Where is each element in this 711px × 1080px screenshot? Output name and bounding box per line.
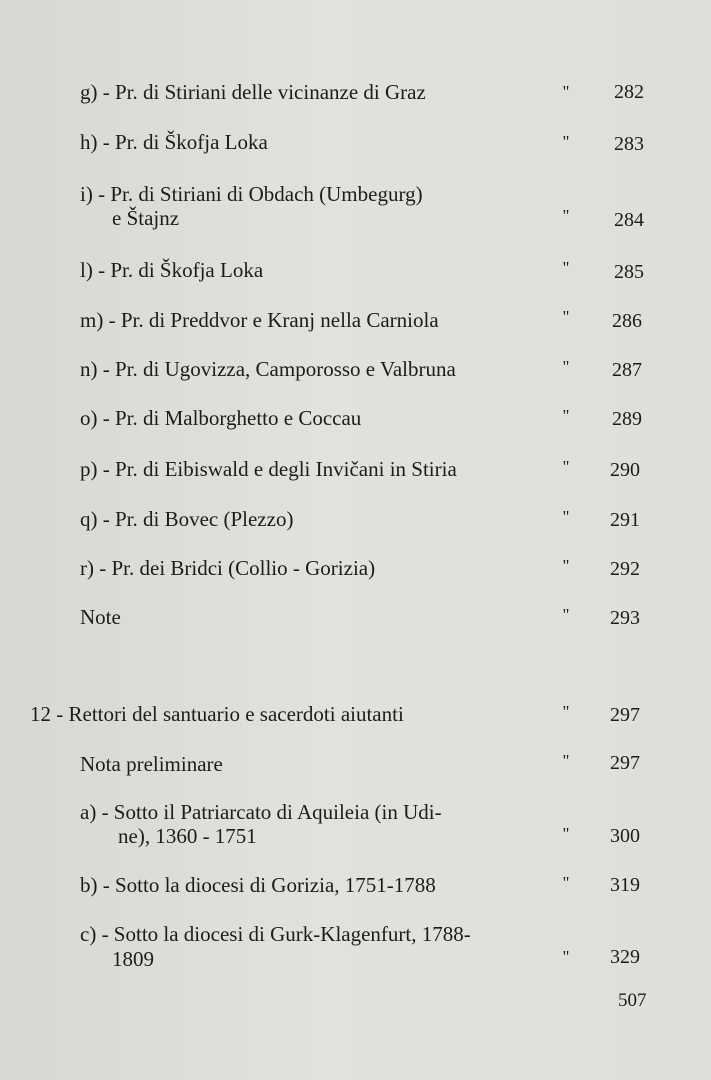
- page-ref: 319: [610, 874, 640, 896]
- page-ref: 286: [612, 310, 642, 332]
- toc-entry-a-cont: ne), 1360 - 1751: [118, 824, 257, 848]
- ditto-mark: ": [562, 82, 570, 101]
- ditto-mark: ": [562, 507, 570, 526]
- page-ref: 290: [610, 459, 640, 481]
- page-ref: 329: [610, 946, 640, 968]
- toc-entry-b: b) - Sotto la diocesi di Gorizia, 1751-1788: [80, 873, 436, 897]
- toc-entry-q: q) - Pr. di Bovec (Plezzo): [80, 507, 294, 531]
- page-ref: 291: [610, 509, 640, 531]
- ditto-mark: ": [562, 556, 570, 575]
- page-number: 507: [618, 990, 647, 1011]
- toc-entry-c-cont: 1809: [112, 947, 154, 971]
- page-ref: 287: [612, 359, 642, 381]
- page-ref: 293: [610, 607, 640, 629]
- toc-entry-m: m) - Pr. di Preddvor e Kranj nella Carniola: [80, 308, 439, 332]
- toc-entry-nota-preliminare: Nota preliminare: [80, 752, 223, 776]
- toc-entry-c: c) - Sotto la diocesi di Gurk-Klagenfurt, 1788-: [80, 922, 471, 946]
- page-ref: 283: [614, 133, 644, 155]
- toc-entry-h: h) - Pr. di Škofja Loka: [80, 130, 268, 154]
- ditto-mark: ": [562, 132, 570, 151]
- toc-chapter-12: 12 - Rettori del santuario e sacerdoti aiutanti: [30, 702, 404, 726]
- toc-entry-r: r) - Pr. dei Bridci (Collio - Gorizia): [80, 556, 376, 580]
- page-ref: 297: [610, 704, 640, 726]
- ditto-mark: ": [562, 947, 570, 966]
- toc-entry-g: g) - Pr. di Stiriani delle vicinanze di Graz: [80, 80, 426, 104]
- toc-entry-i: i) - Pr. di Stiriani di Obdach (Umbegurg): [80, 182, 423, 206]
- ditto-mark: ": [562, 406, 570, 425]
- ditto-mark: ": [562, 457, 570, 476]
- page-ref: 289: [612, 408, 642, 430]
- toc-entry-n: n) - Pr. di Ugovizza, Camporosso e Valbruna: [80, 357, 456, 381]
- page-ref: 300: [610, 825, 640, 847]
- toc-entry-p: p) - Pr. di Eibiswald e degli Invičani in Stiria: [80, 457, 457, 481]
- ditto-mark: ": [562, 357, 570, 376]
- page-ref: 284: [614, 209, 644, 231]
- ditto-mark: ": [562, 824, 570, 843]
- ditto-mark: ": [562, 605, 570, 624]
- page-ref: 297: [610, 752, 640, 774]
- page-ref: 285: [614, 261, 644, 283]
- toc-entry-i-cont: e Štajnz: [112, 206, 180, 230]
- page-ref: 282: [614, 81, 644, 103]
- toc-entry-note: Note: [80, 605, 121, 629]
- toc-entry-o: o) - Pr. di Malborghetto e Coccau: [80, 406, 362, 430]
- page-ref: 292: [610, 558, 640, 580]
- ditto-mark: ": [562, 258, 570, 277]
- ditto-mark: ": [562, 751, 570, 770]
- ditto-mark: ": [562, 307, 570, 326]
- toc-entry-l: l) - Pr. di Škofja Loka: [80, 258, 264, 282]
- ditto-mark: ": [562, 702, 570, 721]
- ditto-mark: ": [562, 206, 570, 225]
- toc-entry-a: a) - Sotto il Patriarcato di Aquileia (in Udi-: [80, 800, 442, 824]
- ditto-mark: ": [562, 873, 570, 892]
